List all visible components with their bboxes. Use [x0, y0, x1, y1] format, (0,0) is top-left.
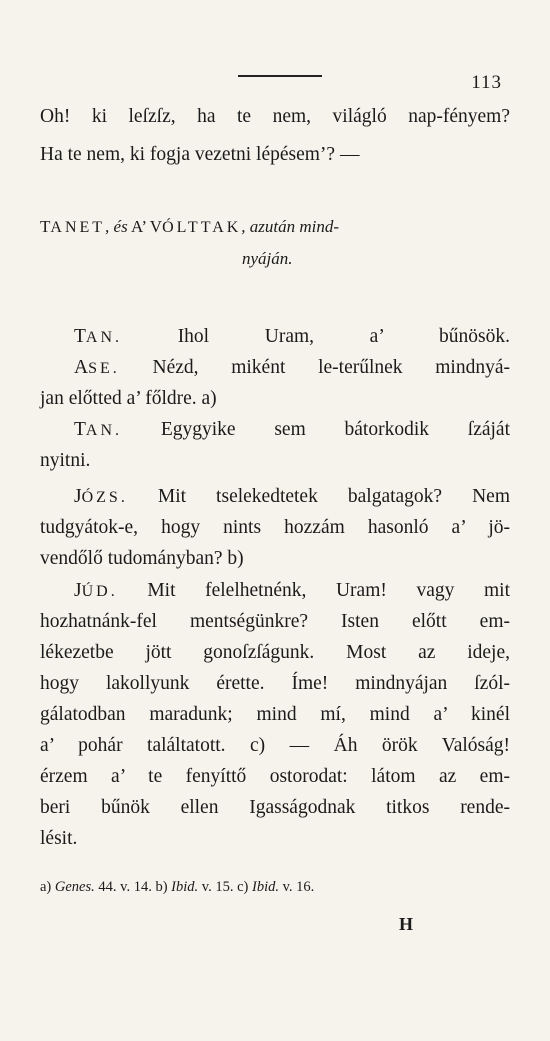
scene-heading — [40, 212, 510, 243]
dialogue-line: gálatodban maradunk; mind mí, mind a’ kinél — [40, 704, 510, 725]
dialogue-line: ASE. Nézd, miként le-terűlnek mindnyá- — [74, 357, 510, 378]
dialogue-line: TAN. Ihol Uram, a’ bűnösök. — [74, 326, 510, 347]
dialogue-line: nyitni. — [40, 450, 91, 471]
dialogue-line: jan előtted a’ főldre. a) — [40, 388, 217, 409]
heading-word-volttak: VÓLTTAK — [149, 217, 242, 236]
speaker-label: JÓZS. — [74, 486, 128, 507]
dialogue-line: érzem a’ te fenyíttő ostorodat: látom az em- — [40, 766, 510, 787]
footnotes: a) Genes. 44. v. 14. b) Ibid. v. 15. c) Ibid. v. 16. — [40, 879, 315, 895]
heading-tail: , azután mind- — [241, 217, 340, 236]
dialogue-line: beri bűnök ellen Igasságodnak titkos rende- — [40, 797, 510, 818]
speaker-label: TAN. — [74, 419, 123, 440]
verse-line-2: Ha te nem, ki fogja vezetni lépésem’? — — [40, 144, 360, 165]
dialogue-line: hogy lakollyunk érette. Íme! mindnyájan ſzól- — [40, 673, 510, 694]
dialogue-line: lékezetbe jött gonoſzſágunk. Most az ideje, — [40, 642, 510, 663]
speaker-label: TAN. — [74, 326, 123, 347]
scene-heading-line-2: nyáján. — [242, 249, 293, 268]
speaker-label: JÚD. — [74, 580, 118, 601]
dialogue-line: JÓZS. Mit tselekedtetek balgatagok? Nem — [74, 486, 510, 507]
dialogue-line: TAN. Egygyike sem bátorkodik ſzáját — [74, 419, 510, 440]
dialogue-line: hozhatnánk-fel mentségünkre? Isten előtt em- — [40, 611, 510, 632]
speaker-label: ASE. — [74, 357, 120, 378]
verse-line-1: Oh! ki leſzſz, ha te nem, világló nap-fényem? — [40, 106, 510, 127]
header-rule — [238, 75, 322, 77]
page-number: 113 — [471, 72, 502, 93]
dialogue-line: vendőlő tudományban? b) — [40, 548, 244, 569]
heading-word-tanet: TANET — [40, 217, 106, 236]
dialogue-line: a’ pohár találtatott. c) — Áh örök Valóság! — [40, 735, 510, 756]
heading-conjunction: , és — [105, 217, 128, 236]
dialogue-line: tudgyátok-e, hogy nints hozzám hasonló a’ jö- — [40, 517, 510, 538]
dialogue-line: lésit. — [40, 828, 78, 849]
dialogue-line: JÚD. Mit felelhetnénk, Uram! vagy mit — [74, 580, 511, 601]
signature-mark: H — [399, 914, 414, 934]
heading-article: A’ — [131, 217, 146, 236]
